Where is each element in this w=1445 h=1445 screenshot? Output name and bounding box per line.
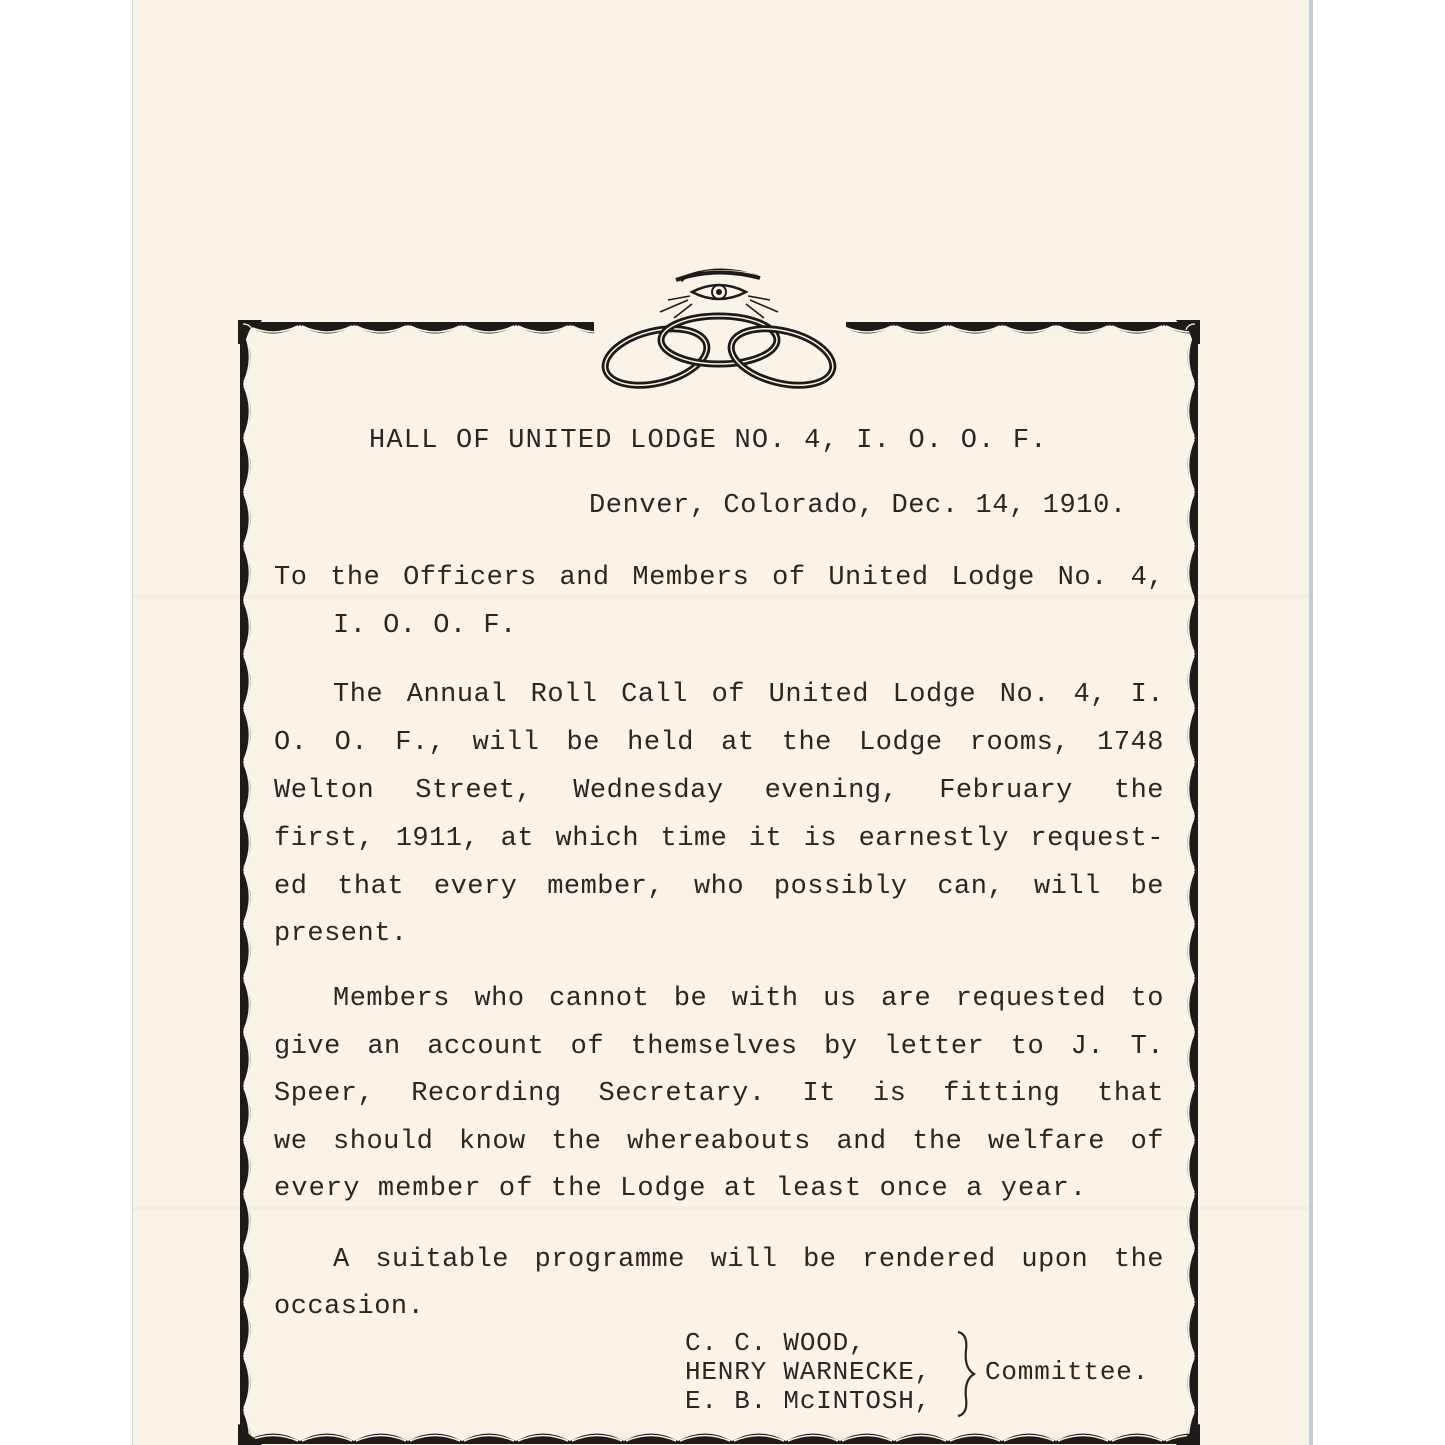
paragraph-line: first, 1911, at which time it is earnestly request- [274, 824, 1164, 854]
paragraph-line: occasion. [274, 1292, 425, 1322]
paper-edge [1309, 0, 1313, 1445]
paragraph-line: every member of the Lodge at least once a year. [274, 1174, 1088, 1204]
paragraph-line: Welton Street, Wednesday evening, February the [274, 776, 1164, 806]
paragraph-line: Speer, Recording Secretary. It is fitting that [274, 1079, 1164, 1109]
signatory-name: E. B. McINTOSH, [685, 1386, 932, 1416]
salutation-line-2: I. O. O. F. [333, 611, 517, 641]
eye-and-three-links-emblem [598, 262, 840, 392]
signatory-name: HENRY WARNECKE, [685, 1357, 932, 1387]
paragraph-line: give an account of themselves by letter to J. T. [274, 1032, 1164, 1062]
paragraph-line: ed that every member, who possibly can, will be [274, 872, 1164, 902]
letterhead-title: HALL OF UNITED LODGE NO. 4, I. O. O. F. [369, 426, 1048, 456]
paragraph-line: Members who cannot be with us are requested to [333, 984, 1164, 1014]
committee-label: Committee. [985, 1357, 1150, 1387]
paragraph-line: present. [274, 919, 408, 949]
dateline: Denver, Colorado, Dec. 14, 1910. [589, 491, 1127, 521]
paragraph-line: The Annual Roll Call of United Lodge No. 4, I. [333, 680, 1164, 710]
brace-icon [954, 1330, 980, 1418]
paragraph-line: A suitable programme will be rendered upon the [333, 1245, 1164, 1275]
paragraph-line: we should know the whereabouts and the welfare of [274, 1127, 1164, 1157]
paper-sheet [132, 0, 1310, 1445]
signatory-name: C. C. WOOD, [685, 1328, 866, 1358]
salutation-line-1: To the Officers and Members of United Lodge No. 4, [274, 563, 1164, 593]
paragraph-line: O. O. F., will be held at the Lodge rooms, 1748 [274, 728, 1164, 758]
